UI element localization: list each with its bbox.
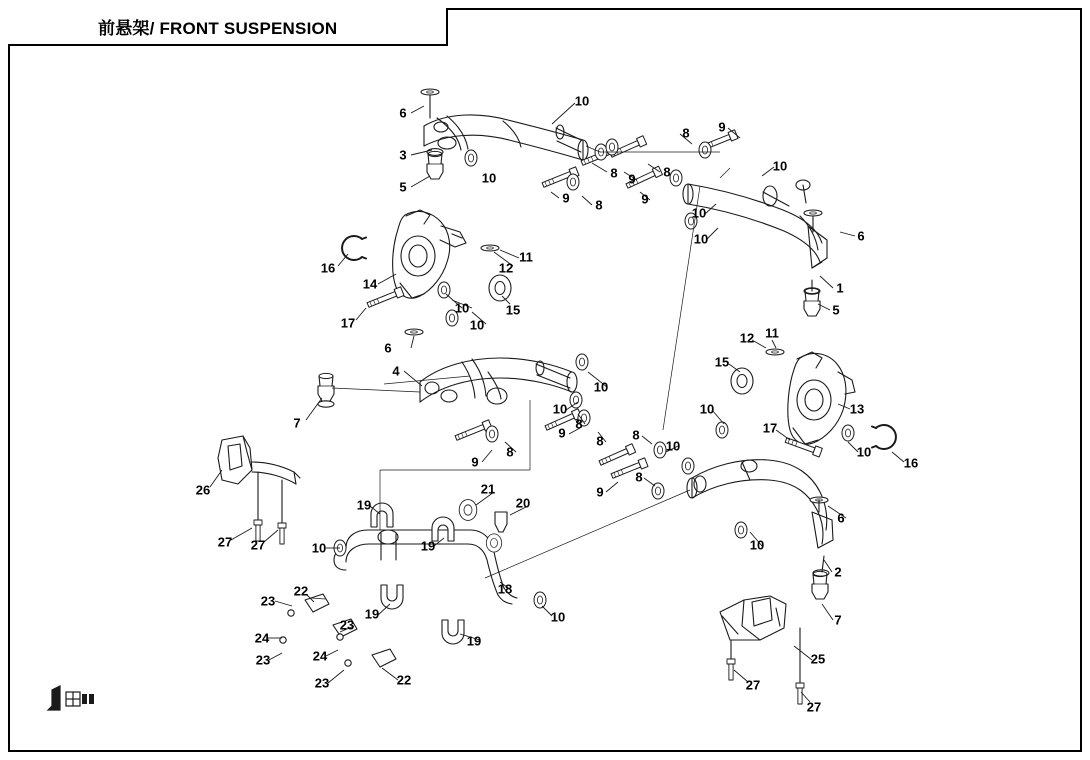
callout-16: 16 — [903, 455, 919, 471]
callout-10: 10 — [552, 401, 568, 417]
callout-9: 9 — [596, 484, 604, 500]
callout-10: 10 — [593, 379, 609, 395]
callout-15: 15 — [505, 302, 521, 318]
callout-9: 9 — [471, 454, 479, 470]
callout-5: 5 — [832, 302, 840, 318]
callout-8: 8 — [595, 197, 603, 213]
callout-21: 21 — [480, 481, 496, 497]
callout-7: 7 — [293, 415, 301, 431]
callout-16: 16 — [320, 260, 336, 276]
callout-19: 19 — [356, 497, 372, 513]
callout-9: 9 — [558, 425, 566, 441]
callout-23: 23 — [314, 675, 330, 691]
callout-4: 4 — [392, 363, 400, 379]
callout-9: 9 — [641, 191, 649, 207]
callout-26: 26 — [195, 482, 211, 498]
callout-6: 6 — [384, 340, 392, 356]
callout-10: 10 — [691, 205, 707, 221]
callout-27: 27 — [745, 677, 761, 693]
callout-17: 17 — [340, 315, 356, 331]
callout-6: 6 — [399, 105, 407, 121]
callout-10: 10 — [699, 401, 715, 417]
callout-27: 27 — [250, 537, 266, 553]
callout-18: 18 — [497, 581, 513, 597]
callout-6: 6 — [837, 510, 845, 526]
callout-10: 10 — [550, 609, 566, 625]
callout-3: 3 — [399, 147, 407, 163]
callout-11: 11 — [765, 325, 779, 341]
callout-22: 22 — [396, 672, 412, 688]
callout-27: 27 — [806, 699, 822, 715]
callout-19: 19 — [364, 606, 380, 622]
callout-10: 10 — [693, 231, 709, 247]
callout-8: 8 — [663, 164, 671, 180]
callout-9: 9 — [718, 119, 726, 135]
callout-14: 14 — [362, 276, 378, 292]
callout-9: 9 — [628, 171, 636, 187]
callout-9: 9 — [562, 190, 570, 206]
callout-20: 20 — [515, 495, 531, 511]
callout-17: 17 — [762, 420, 778, 436]
callout-10: 10 — [749, 537, 765, 553]
callout-24: 24 — [312, 648, 328, 664]
callout-23: 23 — [339, 617, 355, 633]
callout-10: 10 — [481, 170, 497, 186]
callout-10: 10 — [772, 158, 788, 174]
callout-8: 8 — [596, 433, 604, 449]
callout-24: 24 — [254, 630, 270, 646]
callout-7: 7 — [834, 612, 842, 628]
first-angle-projection-icon — [46, 680, 98, 716]
callout-15: 15 — [714, 354, 730, 370]
callout-10: 10 — [311, 540, 327, 556]
callout-27: 27 — [217, 534, 233, 550]
callout-19: 19 — [466, 633, 482, 649]
callout-11: 11 — [519, 249, 533, 265]
callout-5: 5 — [399, 179, 407, 195]
callout-10: 10 — [454, 300, 470, 316]
callout-8: 8 — [635, 469, 643, 485]
callout-2: 2 — [834, 564, 842, 580]
callout-8: 8 — [610, 165, 618, 181]
callout-8: 8 — [632, 427, 640, 443]
callout-25: 25 — [810, 651, 826, 667]
callout-19: 19 — [420, 538, 436, 554]
callout-8: 8 — [506, 444, 514, 460]
callout-23: 23 — [260, 593, 276, 609]
callout-6: 6 — [857, 228, 865, 244]
page-title: 前悬架/ FRONT SUSPENSION — [98, 18, 338, 38]
callout-23: 23 — [255, 652, 271, 668]
callout-8: 8 — [682, 125, 690, 141]
callout-22: 22 — [293, 583, 309, 599]
callout-8: 8 — [575, 416, 583, 432]
callout-10: 10 — [856, 444, 872, 460]
callout-10: 10 — [574, 93, 590, 109]
callout-12: 12 — [498, 260, 514, 276]
callout-13: 13 — [849, 401, 865, 417]
callout-10: 10 — [469, 317, 485, 333]
callout-10: 10 — [665, 438, 681, 454]
callout-12: 12 — [739, 330, 755, 346]
callout-1: 1 — [836, 280, 844, 296]
